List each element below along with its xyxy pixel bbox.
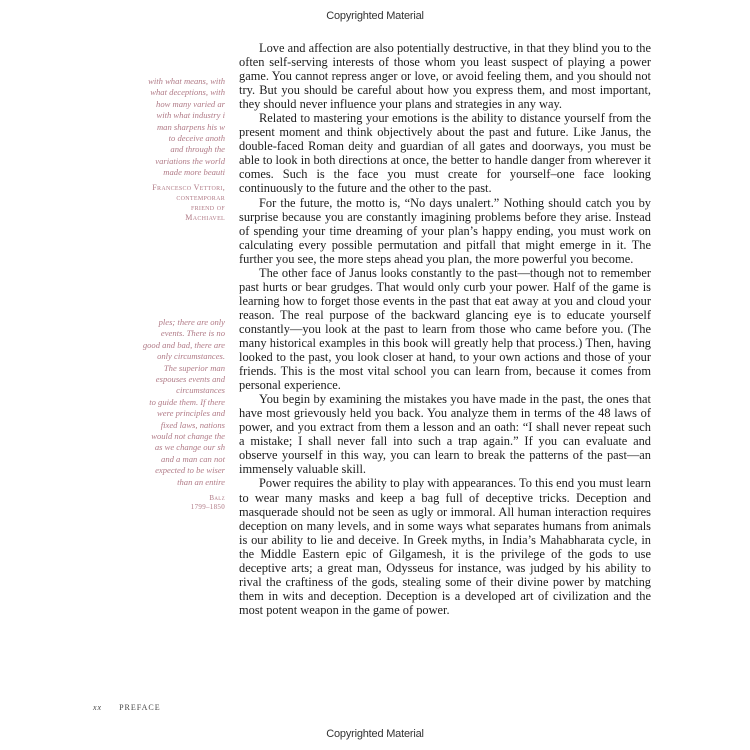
paragraph: Related to mastering your emotions is the ability to distance yourself from the present moment and think objectively about the past and future. Like Janus, the double-faced Roman deity and guardian of all gates and doorways, you must be able to look in both directions at once, the better to handle danger from wherever it comes. Such is the face you must create for yourself–one face looking continuously to the future and the other to the past.: [239, 111, 651, 196]
sidenote-line: variations the world: [155, 155, 225, 166]
attribution-line: 1799–1850: [190, 503, 225, 512]
running-head: PREFACE: [119, 703, 161, 712]
main-body-text: [239, 41, 651, 617]
sidenote-line: how many varied ar: [156, 98, 225, 109]
sidenote-line: ples; there are only: [158, 317, 225, 327]
sidenote-line: espouses events and: [155, 374, 225, 385]
sidenote-1: [105, 76, 225, 223]
sidenote-2: [103, 317, 225, 512]
sidenote-line: The superior man: [163, 362, 225, 373]
sidenote-line: good and bad, there are: [142, 339, 225, 350]
sidenote-line: with what industry i: [156, 110, 225, 121]
copyright-footer: Copyrighted Material: [326, 728, 424, 740]
sidenote-line: would not change the: [151, 431, 225, 442]
sidenote-quote-2: [103, 317, 225, 488]
sidenote-line: with what means, with: [148, 76, 225, 86]
sidenote-line: to guide them. If there: [149, 396, 225, 407]
sidenote-line: than an entire: [177, 476, 225, 487]
sidenote-line: circumstances: [176, 385, 225, 396]
paragraph: You begin by examining the mistakes you have made in the past, the ones that have most grievously held you back. You analyze them in terms of the 48 laws of power, and you extract from them a lesson and an oath: “I shall never repeat such a mistake; I shall never fall into such a trap again.” If you can evaluate and observe yourself in this way, you can learn to break the patterns of the past—an immensely valuable skill.: [239, 392, 651, 477]
paragraph: For the future, the motto is, “No days unalert.” Nothing should catch you by surprise because you are constantly imagining problems before they arise. Instead of spending your time dreaming of your plan’s happy ending, you must work on calculating every possible permutation and pitfall that might emerge in it. The further you see, the more steps ahead you plan, the more powerful you become.: [239, 195, 651, 266]
sidenote-line: what deceptions, with: [150, 87, 225, 98]
sidenote-attribution-2: [103, 494, 225, 512]
sidenote-line: and through the: [170, 144, 225, 155]
sidenote-line: and a man can not: [161, 453, 225, 464]
copyright-header: Copyrighted Material: [326, 10, 424, 22]
sidenote-line: to deceive anoth: [168, 133, 225, 144]
attribution-line: Balz: [209, 494, 225, 503]
paragraph: The other face of Janus looks constantly to the past—though not to remember past hurts or bear grudges. That would only curb your power. Half of the game is learning how to forget those events in the past that eat away at you and cloud your reason. The real purpose of the backward glancing eye is to educate yourself constantly—you look at the past to learn from those who came before you. (The many historical examples in this book will greatly help that process.) Then, having looked to the past, you look closer at hand, to your own actions and those of your friends. This is the most vital school you can learn from, because it comes from personal experience.: [239, 265, 651, 393]
paragraph: Power requires the ability to play with appearances. To this end you must learn to wear many masks and keep a bag full of deceptive tricks. Deception and masquerade should not be seen as ugly or immoral. All human interaction requires deception on many levels, and in some ways what separates humans from animals is our ability to lie and deceive. In Greek myths, in India’s Mahabharata cycle, in the Middle Eastern epic of Gilgamesh, it is the privilege of the gods to use deceptive arts; a great man, Odysseus for instance, was judged by his ability to rival the craftiness of the gods, stealing some of their divine power by matching them in wits and deception. Deception is a developed art of civilization and the most potent weapon in the game of power.: [239, 476, 651, 617]
attribution-line: friend of: [190, 202, 225, 212]
sidenote-line: expected to be wiser: [155, 465, 225, 476]
attribution-line: Machiavel: [185, 212, 225, 222]
sidenote-line: as we change our sh: [154, 442, 225, 453]
sidenote-line: only circumstances.: [157, 351, 225, 362]
sidenote-line: were principles and: [157, 408, 225, 419]
attribution-line: contemporar: [176, 192, 225, 202]
sidenote-line: man sharpens his w: [156, 121, 225, 132]
sidenote-line: fixed laws, nations: [160, 419, 225, 430]
attribution-line: Francesco Vettori,: [152, 182, 225, 192]
sidenote-attribution-1: [105, 183, 225, 223]
sidenote-line: made more beauti: [163, 167, 225, 178]
sidenote-line: events. There is no: [160, 328, 225, 339]
page-footer: [93, 703, 161, 712]
paragraph: Love and affection are also potentially destructive, in that they blind you to the often self-serving interests of those whom you least suspect of playing a power game. You cannot repress anger or love, or avoid feeling them, and you should not try. But you should be careful about how you express them, and most important, they should never influence your plans and strategies in any way.: [239, 41, 651, 112]
sidenote-quote-1: [105, 76, 225, 179]
page-number: xx: [93, 703, 103, 712]
